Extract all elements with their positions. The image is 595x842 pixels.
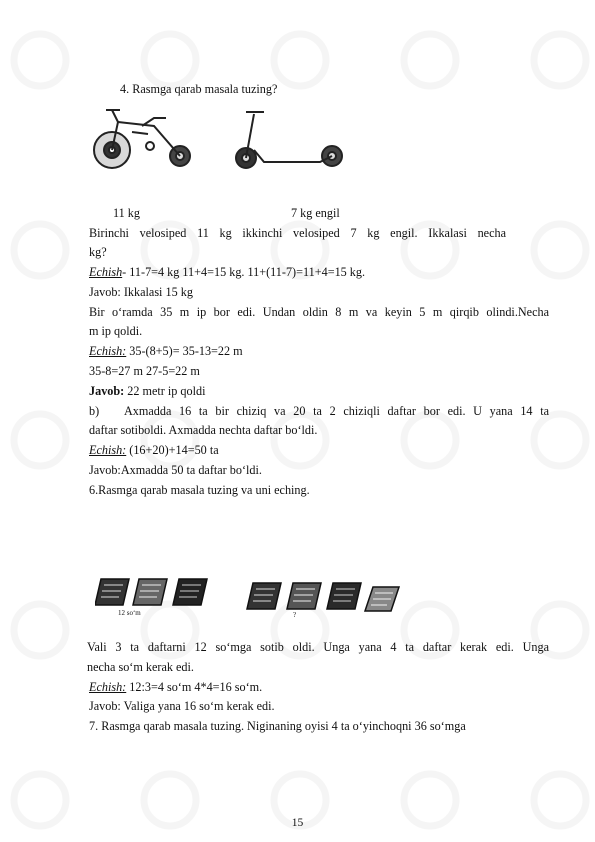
notebook-icon (365, 587, 399, 611)
q5-answer (89, 384, 205, 399)
notebook-price-label: 12 so‘m (118, 609, 141, 617)
qb-solution-text: (16+20)+14=50 ta (126, 443, 219, 457)
label-7kg-engil: 7 kg engil (291, 206, 340, 220)
echish-label: Echish: (89, 344, 127, 358)
qb-problem-text: Axmadda 16 ta bir chiziq va 20 ta 2 chiziqli daftar bor edi. U yana 14 ta (124, 404, 549, 418)
notebook-icon (327, 583, 361, 609)
tricycle-icon (94, 110, 190, 168)
notebook-unknown-label: ? (293, 611, 297, 619)
q4-answer: Javob: Ikkalasi 15 kg (89, 285, 193, 299)
q5-problem-text-cont: m ip qoldi. (89, 324, 143, 338)
q5-solution (89, 344, 243, 359)
echish-label: Echish (89, 265, 123, 279)
page-number: 15 (291, 817, 304, 829)
q7-heading: 7. Rasmga qarab masala tuzing. Niginaning oyisi 4 ta o‘yinchoqni 36 so‘mga (89, 719, 466, 733)
notebook-icon (95, 579, 129, 605)
javob-label: Javob: (89, 384, 125, 398)
echish-label: Echish: (89, 443, 127, 457)
q4-solution-text: - 11-7=4 kg 11+4=15 kg. 11+(11-7)=11+4=15 kg. (122, 265, 366, 279)
q6-problem-text: Vali 3 ta daftarni 12 so‘mga sotib oldi. Unga yana 4 ta daftar kerak edi. Unga (87, 640, 549, 654)
q6-heading: 6.Rasmga qarab masala tuzing va uni eching. (89, 483, 310, 497)
scooter-icon (236, 112, 342, 168)
q4-solution (89, 265, 365, 280)
q5-solution-steps: 35-8=27 m 27-5=22 m (89, 364, 200, 378)
notebook-icon (133, 579, 167, 605)
q6-answer: Javob: Valiga yana 16 so‘m kerak edi. (89, 699, 275, 713)
qb-problem-text-cont: daftar sotiboldi. Axmadda nechta daftar bo‘ldi. (89, 423, 318, 437)
notebook-icon (287, 583, 321, 609)
q6-problem-text-cont: necha so‘m kerak edi. (87, 660, 194, 674)
bicycles-illustration (88, 104, 358, 176)
q5-answer-text: 22 metr ip qoldi (124, 384, 206, 398)
q4-heading: 4. Rasmga qarab masala tuzing? (120, 82, 278, 96)
qb-answer: Javob:Axmadda 50 ta daftar bo‘ldi. (89, 463, 262, 477)
q5-solution-text: 35-(8+5)= 35-13=22 m (126, 344, 243, 358)
echish-label: Echish: (89, 680, 127, 694)
q4-problem-text-cont: kg? (89, 245, 107, 259)
q5-problem-text: Bir o‘ramda 35 m ip bor edi. Undan oldin 8 m va keyin 5 m qirqib olindi.Necha (89, 305, 549, 319)
qb-solution (89, 443, 219, 458)
notebook-icon (173, 579, 207, 605)
notebook-group-right (247, 583, 399, 611)
q6-solution (89, 680, 262, 695)
notebook-group-left (95, 579, 207, 605)
notebooks-illustration (95, 575, 405, 623)
label-11kg: 11 kg (113, 206, 140, 220)
q6-solution-text: 12:3=4 so‘m 4*4=16 so‘m. (126, 680, 263, 694)
notebook-icon (247, 583, 281, 609)
q4-problem-text: Birinchi velosiped 11 kg ikkinchi velosiped 7 kg engil. Ikkalasi necha (89, 226, 506, 240)
qb-marker: b) (89, 404, 100, 418)
